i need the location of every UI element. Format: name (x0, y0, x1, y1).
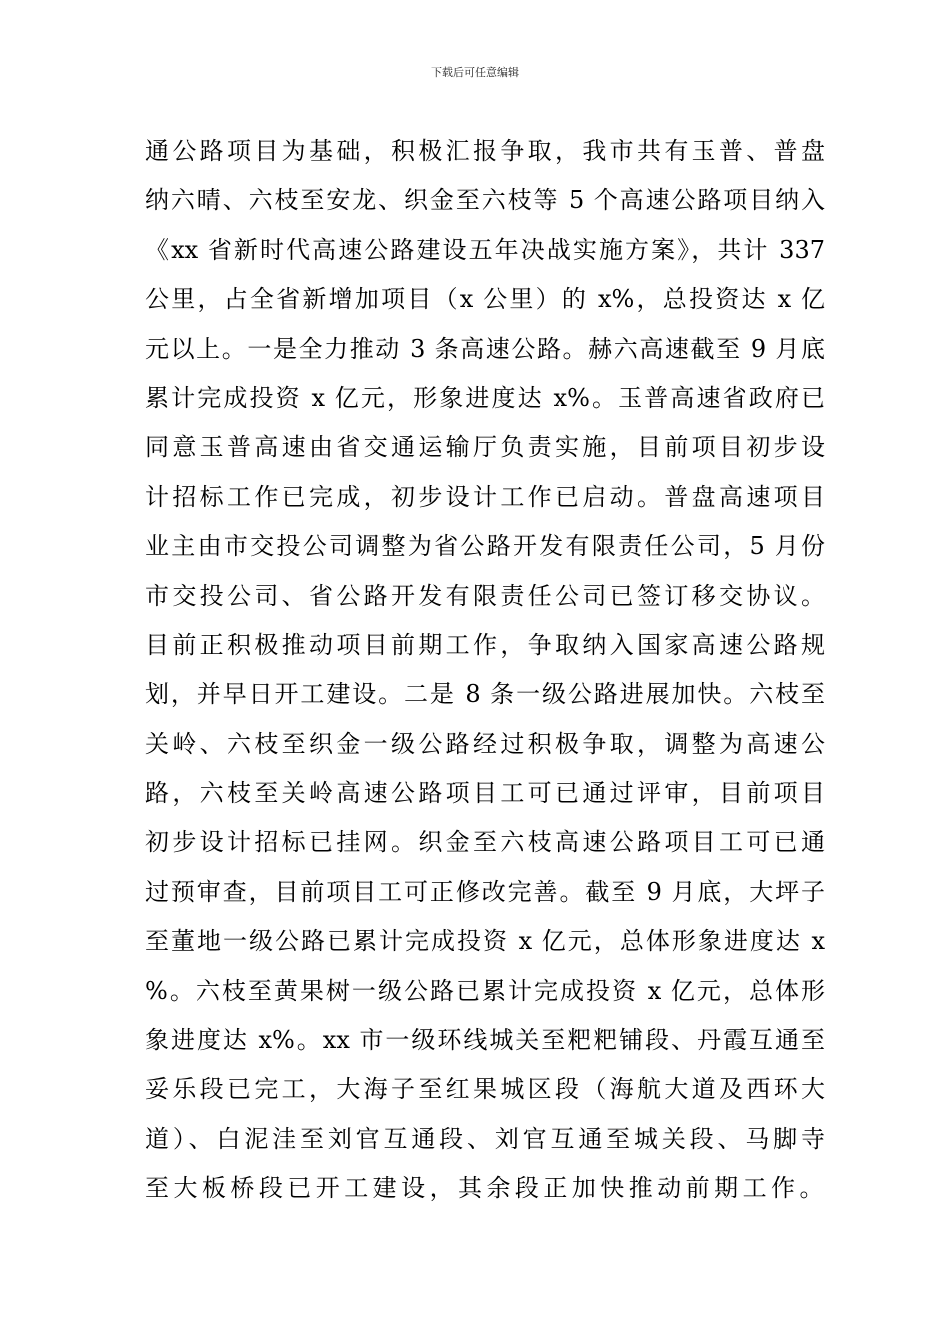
text-line: 通公路项目为基础，积极汇报争取，我市共有玉普、普盘 (145, 137, 825, 165)
text-line: 划，并早日开工建设。二是 8 条一级公路进展加快。六枝至 (145, 680, 825, 709)
body-text (145, 127, 825, 1214)
text-line: 公里，占全省新增加项目（x 公里）的 x%，总投资达 x 亿 (145, 285, 825, 314)
text-line: 妥乐段已完工，大海子至红果城区段（海航大道及西环大 (145, 1075, 825, 1104)
text-line: 目前正积极推动项目前期工作，争取纳入国家高速公路规 (145, 630, 825, 659)
text-line: 初步设计招标已挂网。织金至六枝高速公路项目工可已通 (145, 828, 825, 857)
text-line: 纳六晴、六枝至安龙、织金至六枝等 5 个高速公路项目纳入 (145, 186, 825, 215)
text-line: 《xx 省新时代高速公路建设五年决战实施方案》，共计 337 (145, 235, 825, 264)
text-line: 累计完成投资 x 亿元，形象进度达 x%。玉普高速省政府已 (145, 383, 825, 412)
text-line: 计招标工作已完成，初步设计工作已启动。普盘高速项目 (145, 482, 825, 511)
text-line: %。六枝至黄果树一级公路已累计完成投资 x 亿元，总体形 (145, 976, 825, 1005)
text-line: 元以上。一是全力推动 3 条高速公路。赫六高速截至 9 月底 (145, 334, 825, 363)
page-header-note: 下载后可任意编辑 (431, 66, 519, 79)
text-line: 路，六枝至关岭高速公路项目工可已通过评审，目前项目 (145, 779, 825, 808)
text-line: 道）、白泥洼至刘官互通段、刘官互通至城关段、马脚寺 (145, 1124, 825, 1153)
text-line: 关岭、六枝至织金一级公路经过积极争取，调整为高速公 (145, 729, 825, 758)
text-line: 同意玉普高速由省交通运输厅负责实施，目前项目初步设 (145, 433, 825, 462)
text-line: 象进度达 x%。xx 市一级环线城关至粑粑铺段、丹霞互通至 (145, 1026, 825, 1055)
text-line: 至大板桥段已开工建设，其余段正加快推动前期工作。 (145, 1174, 825, 1203)
text-line: 过预审查，目前项目工可正修改完善。截至 9 月底，大坪子 (145, 877, 825, 906)
text-line: 至董地一级公路已累计完成投资 x 亿元，总体形象进度达 x (145, 927, 825, 956)
text-line: 市交投公司、省公路开发有限责任公司已签订移交协议。 (145, 581, 825, 610)
text-line: 业主由市交投公司调整为省公路开发有限责任公司，5 月份 (145, 532, 825, 561)
